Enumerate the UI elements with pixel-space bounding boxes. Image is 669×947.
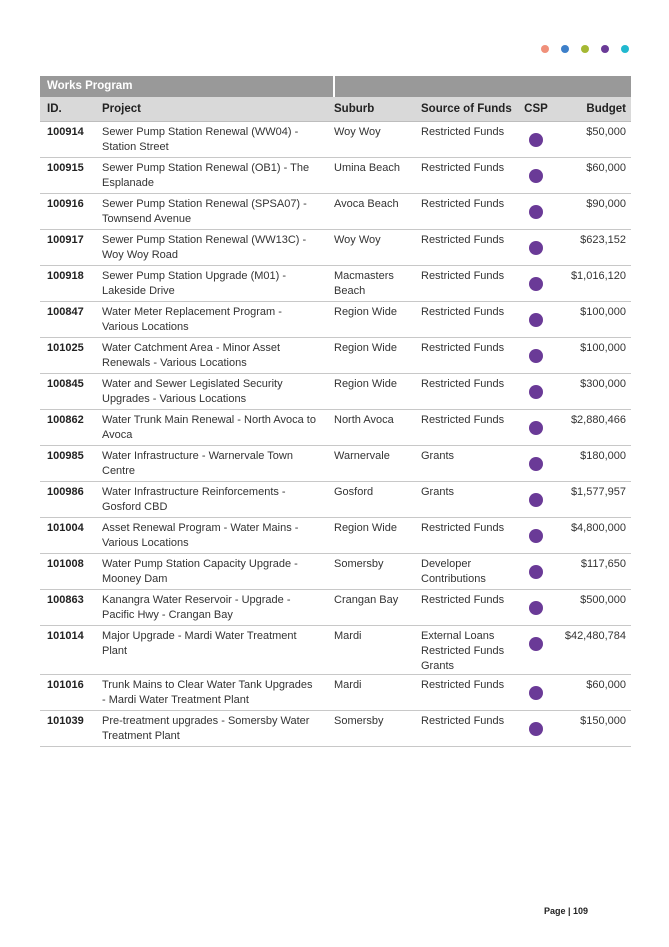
- cell-project: Pre-treatment upgrades - Somersby Water Treatment Plant: [102, 715, 310, 742]
- cell-project: Sewer Pump Station Renewal (SPSA07) - Townsend Avenue: [102, 198, 307, 225]
- table-body: [40, 122, 631, 747]
- cell-source-of-funds: Restricted Funds: [421, 306, 505, 318]
- csp-indicator-icon: [529, 565, 543, 579]
- csp-indicator-icon: [529, 385, 543, 399]
- cell-suburb: Mardi: [334, 679, 362, 691]
- table-row: [40, 266, 631, 302]
- table-row: [40, 626, 631, 675]
- cell-id: 100863: [47, 594, 84, 606]
- cell-source-of-funds: Restricted Funds: [421, 342, 505, 354]
- table-row: [40, 194, 631, 230]
- table-row: [40, 590, 631, 626]
- cell-source-of-funds: Restricted Funds: [421, 594, 505, 606]
- cell-project: Asset Renewal Program - Water Mains - Various Locations: [102, 522, 299, 549]
- cell-suburb: Woy Woy: [334, 234, 381, 246]
- cell-suburb: Avoca Beach: [334, 198, 399, 210]
- cell-id: 100986: [47, 486, 84, 498]
- cell-project: Sewer Pump Station Renewal (WW04) - Station Street: [102, 126, 299, 153]
- cell-project: Water Pump Station Capacity Upgrade - Mooney Dam: [102, 558, 298, 585]
- cell-id: 100914: [47, 126, 84, 138]
- table-row: [40, 554, 631, 590]
- cell-source-of-funds: Grants: [421, 486, 455, 498]
- cell-budget: $623,152: [580, 234, 626, 246]
- cell-suburb: Somersby: [334, 558, 384, 570]
- csp-indicator-icon: [529, 529, 543, 543]
- cell-csp: [515, 675, 557, 710]
- cell-id: 100847: [47, 306, 84, 318]
- cell-budget: $60,000: [586, 162, 626, 174]
- cell-csp: [515, 158, 557, 193]
- cell-project: Major Upgrade - Mardi Water Treatment Plant: [102, 630, 297, 657]
- header-budget: Budget: [586, 103, 626, 115]
- cell-project: Trunk Mains to Clear Water Tank Upgrades - Mardi Water Treatment Plant: [102, 679, 313, 706]
- cell-budget: $100,000: [580, 306, 626, 318]
- cell-budget: $117,650: [580, 558, 626, 570]
- cell-suburb: Mardi: [334, 630, 362, 642]
- table-row: [40, 374, 631, 410]
- header-suburb: Suburb: [334, 103, 375, 115]
- coral-dot: [541, 45, 549, 53]
- cell-csp: [515, 410, 557, 445]
- cell-csp: [515, 518, 557, 553]
- cell-suburb: Woy Woy: [334, 126, 381, 138]
- cell-suburb: Crangan Bay: [334, 594, 399, 606]
- cell-csp: [515, 626, 557, 674]
- cell-budget: $4,800,000: [570, 522, 626, 534]
- cell-id: 100918: [47, 270, 84, 282]
- cell-csp: [515, 122, 557, 157]
- csp-indicator-icon: [529, 349, 543, 363]
- cell-project: Water Catchment Area - Minor Asset Renewals - Various Locations: [102, 342, 281, 369]
- cell-id: 101008: [47, 558, 84, 570]
- csp-indicator-icon: [529, 637, 543, 651]
- cell-budget: $90,000: [586, 198, 626, 210]
- cell-budget: $500,000: [580, 594, 626, 606]
- cell-suburb: Region Wide: [334, 306, 397, 318]
- cell-id: 101025: [47, 342, 84, 354]
- table-row: [40, 338, 631, 374]
- table-row: [40, 675, 631, 711]
- csp-indicator-icon: [529, 313, 543, 327]
- cyan-dot: [621, 45, 629, 53]
- cell-suburb: Region Wide: [334, 342, 397, 354]
- cell-source-of-funds: Grants: [421, 450, 455, 462]
- cell-project: Water and Sewer Legislated Security Upgrades - Various Locations: [102, 378, 283, 405]
- cell-id: 101039: [47, 715, 84, 727]
- cell-source-of-funds: Restricted Funds: [421, 679, 505, 691]
- cell-budget: $42,480,784: [564, 630, 626, 642]
- cell-budget: $150,000: [580, 715, 626, 727]
- cell-csp: [515, 554, 557, 589]
- cell-project: Sewer Pump Station Renewal (OB1) - The Esplanade: [102, 162, 310, 189]
- cell-budget: $50,000: [586, 126, 626, 138]
- cell-csp: [515, 302, 557, 337]
- cell-id: 100916: [47, 198, 84, 210]
- csp-indicator-icon: [529, 601, 543, 615]
- cell-csp: [515, 711, 557, 746]
- cell-id: 100917: [47, 234, 84, 246]
- csp-indicator-icon: [529, 686, 543, 700]
- header-source-of-funds: Source of Funds: [421, 103, 512, 115]
- table-row: [40, 302, 631, 338]
- cell-source-of-funds: Restricted Funds: [421, 162, 505, 174]
- csp-indicator-icon: [529, 169, 543, 183]
- csp-indicator-icon: [529, 457, 543, 471]
- cell-source-of-funds: Restricted Funds: [421, 198, 505, 210]
- cell-suburb: North Avoca: [334, 414, 394, 426]
- cell-suburb: Macmasters Beach: [334, 270, 394, 297]
- cell-budget: $1,577,957: [570, 486, 626, 498]
- header-project: Project: [102, 103, 141, 115]
- cell-id: 100915: [47, 162, 84, 174]
- cell-id: 101016: [47, 679, 84, 691]
- decorative-dots: [541, 45, 629, 53]
- csp-indicator-icon: [529, 421, 543, 435]
- cell-csp: [515, 338, 557, 373]
- cell-id: 101014: [47, 630, 84, 642]
- cell-budget: $1,016,120: [570, 270, 626, 282]
- csp-indicator-icon: [529, 493, 543, 507]
- cell-source-of-funds: Restricted Funds: [421, 378, 505, 390]
- cell-budget: $100,000: [580, 342, 626, 354]
- cell-csp: [515, 590, 557, 625]
- cell-source-of-funds: Restricted Funds: [421, 715, 505, 727]
- cell-csp: [515, 266, 557, 301]
- cell-project: Kanangra Water Reservoir - Upgrade - Pacific Hwy - Crangan Bay: [102, 594, 291, 621]
- cell-csp: [515, 374, 557, 409]
- cell-project: Sewer Pump Station Renewal (WW13C) - Woy Woy Road: [102, 234, 307, 261]
- header-csp: CSP: [524, 103, 548, 115]
- table-title-bar: [40, 76, 631, 97]
- table-row: [40, 158, 631, 194]
- cell-suburb: Region Wide: [334, 378, 397, 390]
- cell-suburb: Region Wide: [334, 522, 397, 534]
- cell-budget: $60,000: [586, 679, 626, 691]
- cell-source-of-funds: Restricted Funds: [421, 522, 505, 534]
- cell-source-of-funds: External Loans Restricted Funds Grants: [421, 630, 505, 672]
- purple-dot: [601, 45, 609, 53]
- cell-id: 100985: [47, 450, 84, 462]
- works-program-table: [40, 76, 631, 747]
- cell-source-of-funds: Restricted Funds: [421, 234, 505, 246]
- csp-indicator-icon: [529, 133, 543, 147]
- table-row: [40, 122, 631, 158]
- cell-suburb: Gosford: [334, 486, 374, 498]
- green-dot: [581, 45, 589, 53]
- cell-project: Sewer Pump Station Upgrade (M01) - Lakeside Drive: [102, 270, 287, 297]
- table-row: [40, 410, 631, 446]
- cell-csp: [515, 446, 557, 481]
- cell-suburb: Umina Beach: [334, 162, 401, 174]
- csp-indicator-icon: [529, 277, 543, 291]
- table-row: [40, 230, 631, 266]
- table-header-row: [40, 97, 631, 122]
- cell-suburb: Warnervale: [334, 450, 390, 462]
- table-row: [40, 446, 631, 482]
- cell-project: Water Infrastructure - Warnervale Town Centre: [102, 450, 293, 477]
- cell-id: 100862: [47, 414, 84, 426]
- table-row: [40, 482, 631, 518]
- header-id: ID.: [47, 103, 62, 115]
- cell-id: 100845: [47, 378, 84, 390]
- cell-source-of-funds: Restricted Funds: [421, 414, 505, 426]
- cell-project: Water Meter Replacement Program - Various Locations: [102, 306, 282, 333]
- cell-source-of-funds: Restricted Funds: [421, 270, 505, 282]
- cell-budget: $2,880,466: [570, 414, 626, 426]
- cell-csp: [515, 482, 557, 517]
- cell-csp: [515, 194, 557, 229]
- cell-budget: $300,000: [580, 378, 626, 390]
- cell-id: 101004: [47, 522, 84, 534]
- table-title: Works Program: [47, 80, 133, 92]
- cell-source-of-funds: Developer Contributions: [421, 558, 486, 585]
- cell-budget: $180,000: [580, 450, 626, 462]
- table-row: [40, 711, 631, 747]
- csp-indicator-icon: [529, 205, 543, 219]
- csp-indicator-icon: [529, 241, 543, 255]
- cell-suburb: Somersby: [334, 715, 384, 727]
- cell-source-of-funds: Restricted Funds: [421, 126, 505, 138]
- table-row: [40, 518, 631, 554]
- cell-project: Water Infrastructure Reinforcements - Gosford CBD: [102, 486, 286, 513]
- blue-dot: [561, 45, 569, 53]
- cell-csp: [515, 230, 557, 265]
- page-number: Page | 109: [544, 906, 589, 916]
- cell-project: Water Trunk Main Renewal - North Avoca to Avoca: [102, 414, 316, 441]
- csp-indicator-icon: [529, 722, 543, 736]
